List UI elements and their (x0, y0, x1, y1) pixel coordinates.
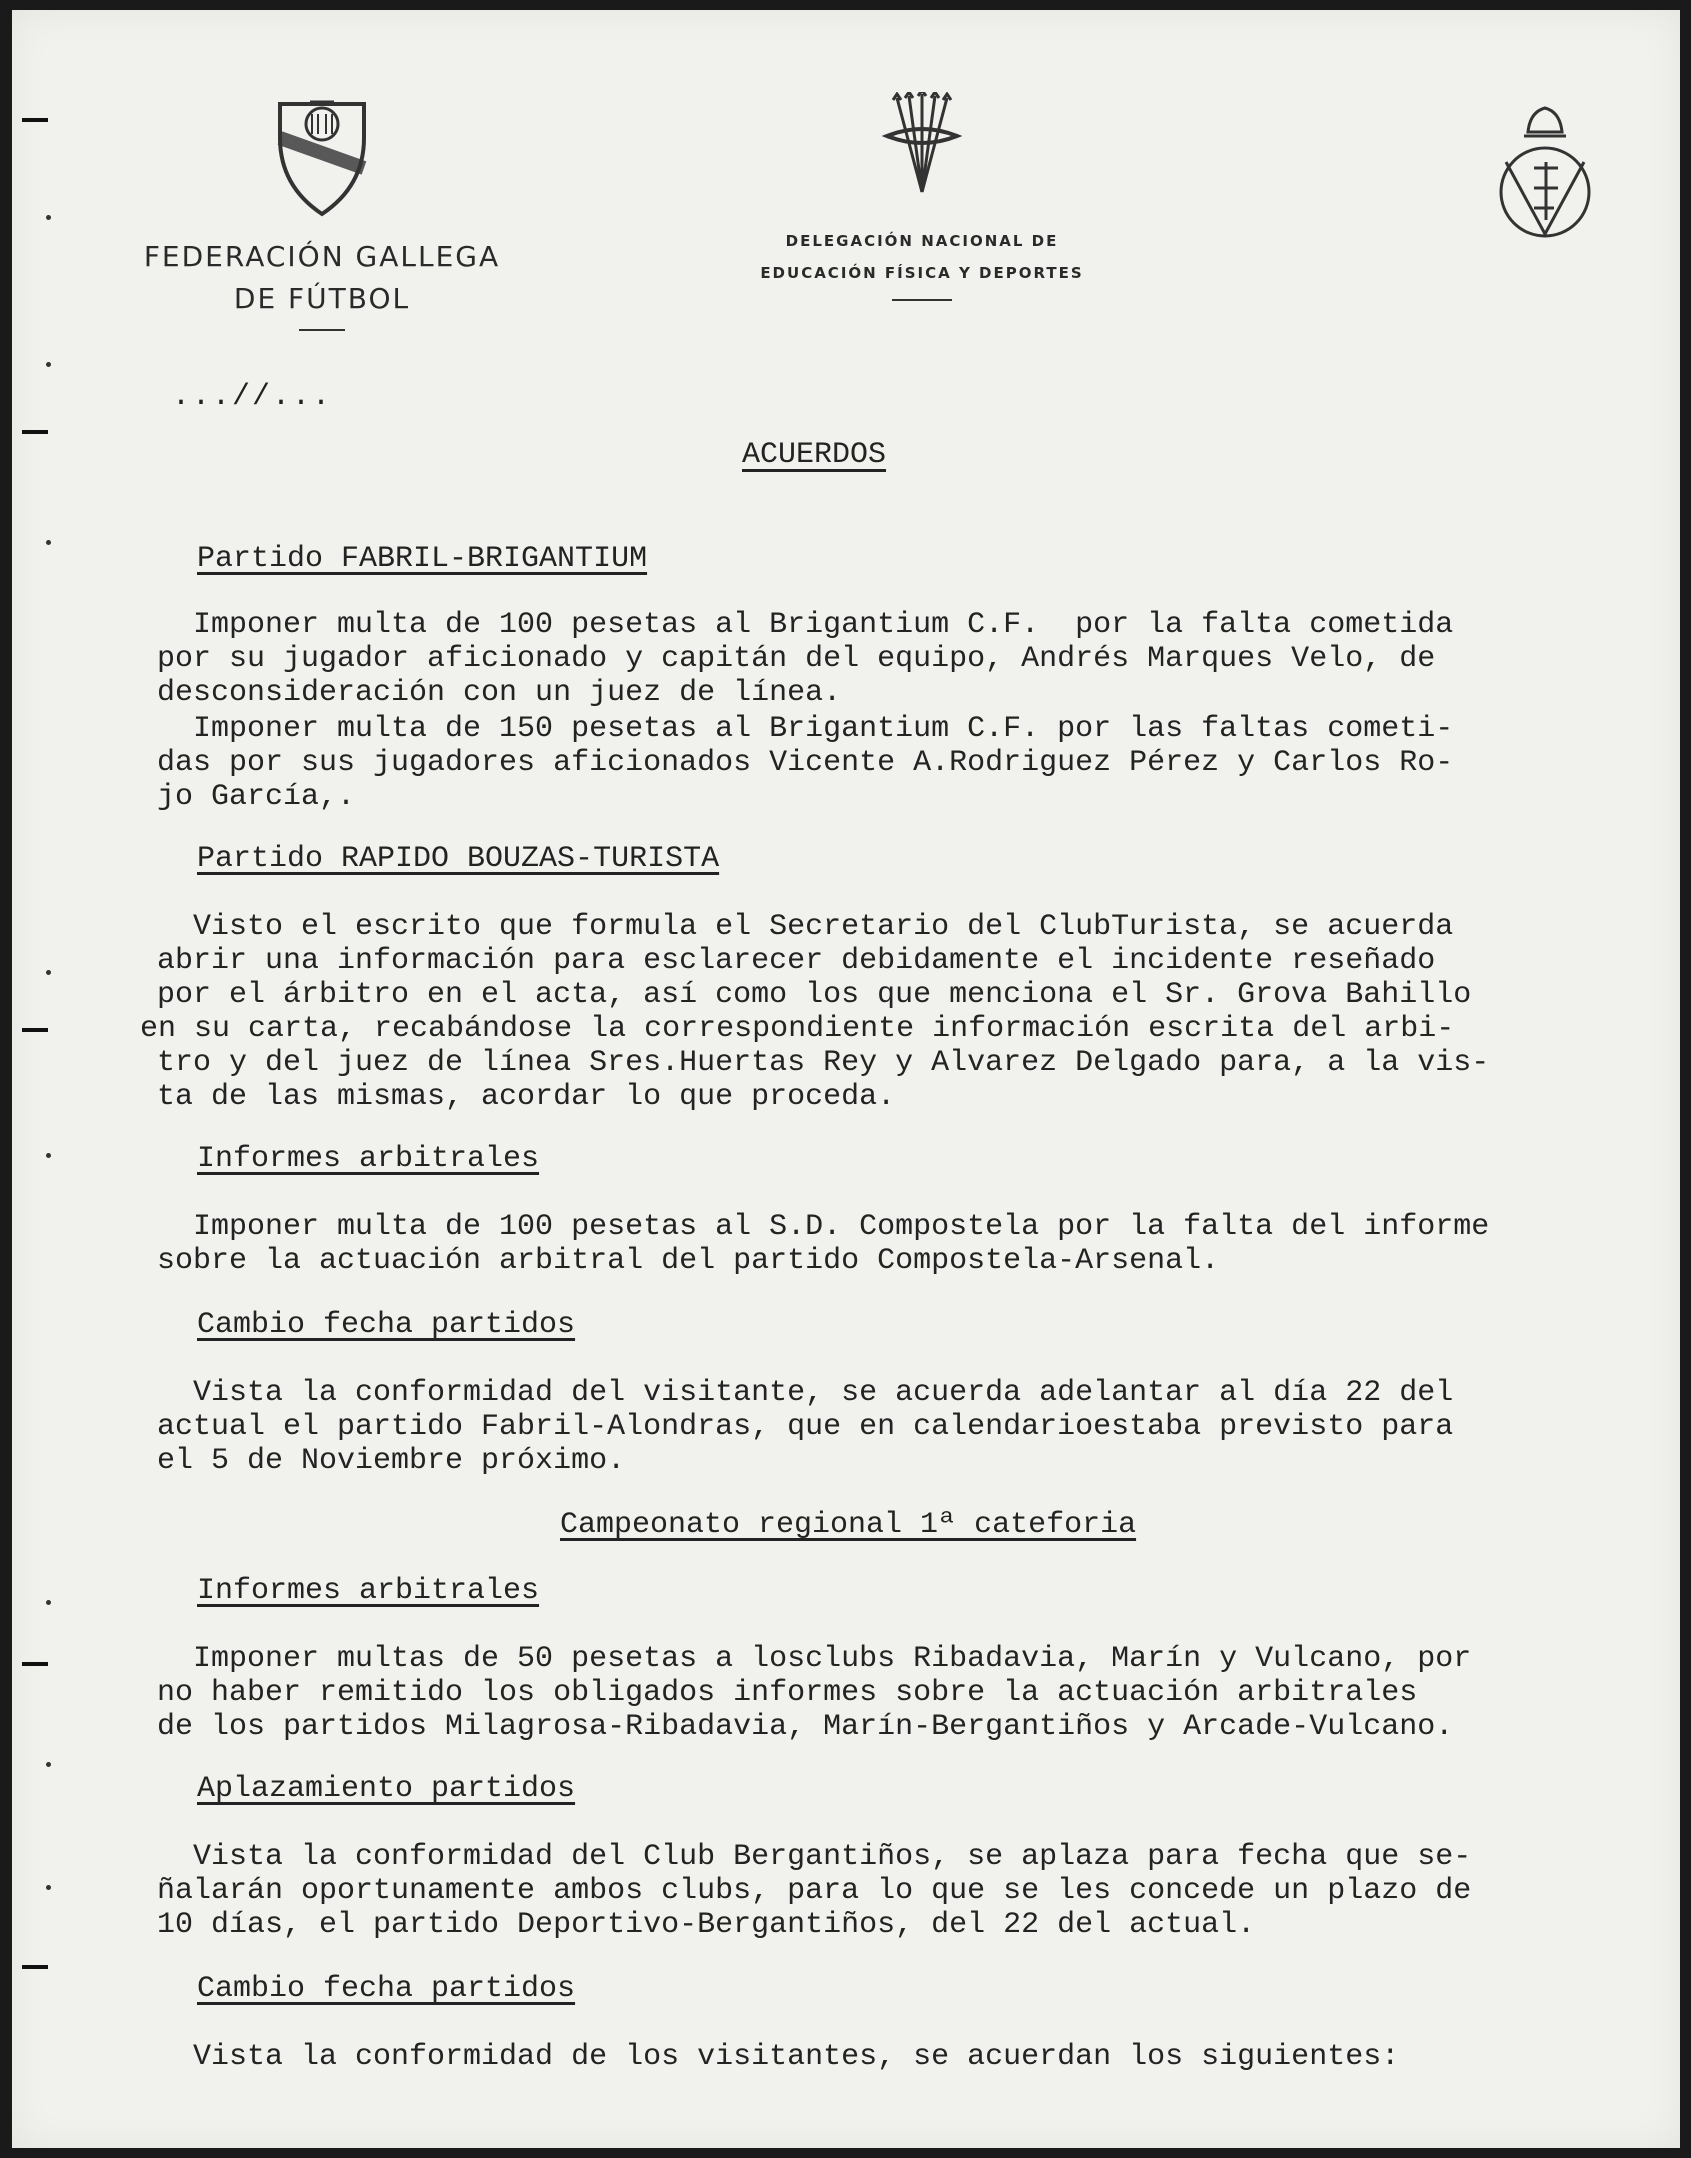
divider (299, 329, 345, 331)
paragraph-line: Imponer multa de 100 pesetas al S.D. Compostela por la falta del informe (157, 1210, 1490, 1244)
punch-dot (46, 1762, 51, 1767)
paragraph-line: desconsideración con un juez de línea. (157, 676, 842, 710)
section-heading: Informes arbitrales (197, 1142, 540, 1176)
paragraph-line: Visto el escrito que formula el Secretario del ClubTurista, se acuerda (157, 910, 1454, 944)
paragraph-line: Imponer multas de 50 pesetas a losclubs Ribadavia, Marín y Vulcano, por (157, 1642, 1472, 1676)
delegation-name-line2: EDUCACIÓN FÍSICA Y DEPORTES (760, 264, 1084, 282)
paragraph-line: abrir una información para esclarecer debidamente el incidente reseñado (157, 944, 1436, 978)
delegation-name-line1: DELEGACIÓN NACIONAL DE (785, 232, 1059, 250)
federation-letterhead (112, 98, 532, 331)
paragraph-line: de los partidos Milagrosa-Ribadavia, Marín-Bergantiños y Arcade-Vulcano. (157, 1710, 1454, 1744)
punch-dot (46, 1885, 51, 1890)
paragraph-line: tro y del juez de línea Sres.Huertas Rey y Alvarez Delgado para, a la vis- (157, 1046, 1490, 1080)
document-page (12, 10, 1680, 2148)
championship-subtitle: Campeonato regional 1ª cateforia (560, 1508, 1137, 1542)
federation-name-line1: FEDERACIÓN GALLEGA (143, 240, 501, 273)
section-heading: Partido RAPIDO BOUZAS-TURISTA (197, 842, 720, 876)
paragraph-line: el 5 de Noviembre próximo. (157, 1444, 626, 1478)
paragraph-line: sobre la actuación arbitral del partido Compostela-Arsenal. (157, 1244, 1220, 1278)
paragraph-line: ñalarán oportunamente ambos clubs, para lo que se les concede un plazo de (157, 1874, 1472, 1908)
paragraph-line: en su carta, recabándose la correspondiente información escrita del arbi- (140, 1012, 1455, 1046)
punch-dot (46, 540, 51, 545)
section-heading: Cambio fecha partidos (197, 1308, 576, 1342)
edge-mark (22, 118, 48, 122)
paragraph-line: Imponer multa de 150 pesetas al Brigantium C.F. por las faltas cometi- (157, 712, 1454, 746)
paragraph-line: Vista la conformidad del visitante, se acuerda adelantar al día 22 del (157, 1376, 1454, 1410)
paragraph-line: no haber remitido los obligados informes sobre la actuación arbitrales (157, 1676, 1418, 1710)
section-heading: Aplazamiento partidos (197, 1772, 576, 1806)
edge-mark (22, 430, 48, 434)
paragraph-line: 10 días, el partido Deportivo-Bergantiños, del 22 del actual. (157, 1908, 1256, 1942)
punch-dot (46, 1153, 51, 1158)
section-heading: Partido FABRIL-BRIGANTIUM (197, 542, 648, 576)
crowned-rfef-emblem-icon (1490, 102, 1600, 242)
crowned-emblem (1490, 102, 1600, 247)
paragraph-line: jo García,. (157, 780, 356, 814)
section-heading: Cambio fecha partidos (197, 1972, 576, 2006)
paragraph-line: por el árbitro en el acta, así como los que menciona el Sr. Grova Bahillo (157, 978, 1472, 1012)
divider (892, 299, 952, 301)
delegation-letterhead (712, 92, 1132, 301)
document-title: ACUERDOS (742, 438, 887, 472)
edge-mark (22, 1965, 48, 1969)
paragraph-line: Vista la conformidad de los visitantes, se acuerdan los siguientes: (157, 2040, 1400, 2074)
reference-mark: ...//... (172, 380, 333, 414)
shield-logo-icon (272, 98, 372, 218)
section-heading: Informes arbitrales (197, 1574, 540, 1608)
punch-dot (46, 1600, 51, 1605)
paragraph-line: por su jugador aficionado y capitán del equipo, Andrés Marques Velo, de (157, 642, 1436, 676)
punch-dot (46, 215, 51, 220)
paragraph-line: ta de las mismas, acordar lo que proceda. (157, 1080, 896, 1114)
paragraph-line: actual el partido Fabril-Alondras, que en calendarioestaba previsto para (157, 1410, 1454, 1444)
paragraph-line: Imponer multa de 100 pesetas al Brigantium C.F. por la falta cometida (157, 608, 1454, 642)
paragraph-line: das por sus jugadores aficionados Vicente A.Rodriguez Pérez y Carlos Ro- (157, 746, 1454, 780)
paragraph-line: Vista la conformidad del Club Bergantiños, se aplaza para fecha que se- (157, 1840, 1472, 1874)
edge-mark (22, 1028, 48, 1032)
punch-dot (46, 362, 51, 367)
yoke-arrows-emblem-icon (877, 92, 967, 202)
federation-name-line2: DE FÚTBOL (233, 282, 411, 315)
punch-dot (46, 970, 51, 975)
edge-mark (22, 1662, 48, 1666)
